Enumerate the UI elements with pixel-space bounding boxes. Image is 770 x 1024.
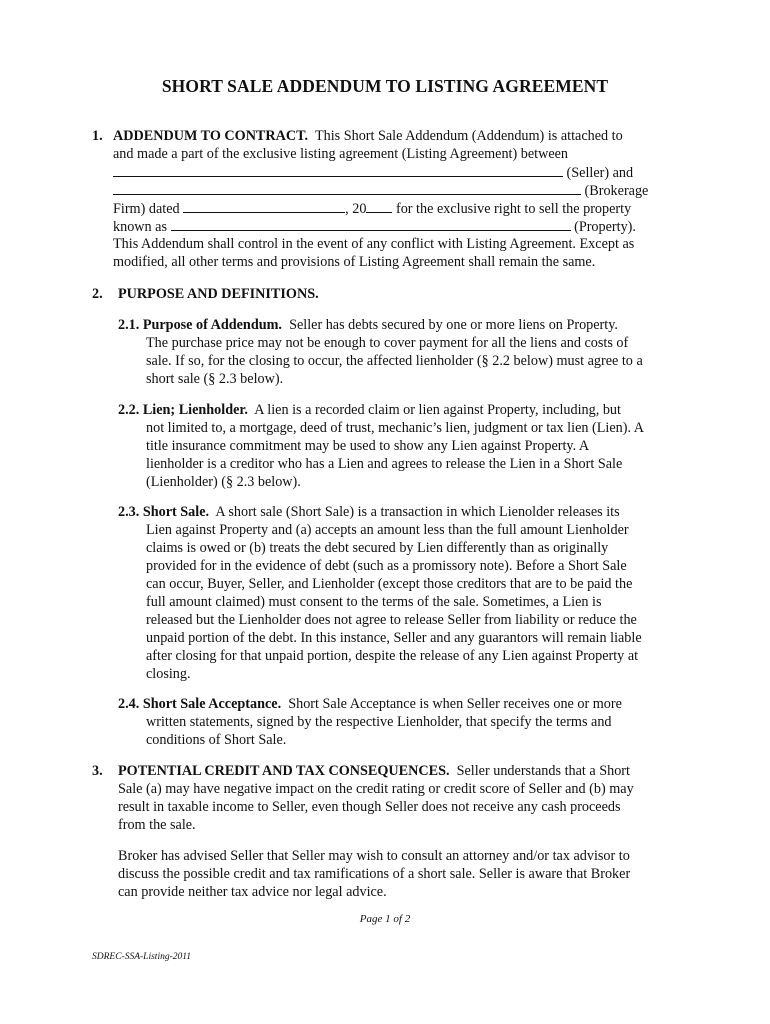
section-1-text: This Short Sale Addendum (Addendum) is attached to (314, 128, 623, 144)
date-field[interactable] (183, 199, 345, 213)
brokerage-firm-field[interactable] (113, 181, 581, 195)
paragraph-2-2-line-2: not limited to, a mortgage, deed of trust, mechanic’s lien, judgment or tax lien (Lien). A (146, 420, 645, 436)
paragraph-2-3-line-7: released but the Lienholder does not agree to release Seller from liability or reduce the (146, 612, 637, 628)
firm-dated-label: Firm) dated (113, 201, 180, 217)
paragraph-2-3-line-9: after closing for that unpaid portion, despite the release of any Lien against Property at (146, 648, 639, 664)
paragraph-2-3-line-6: full amount claimed) must consent to the terms of the sale. Sometimes, a Lien is (146, 594, 602, 610)
section-2-number: 2. (92, 286, 103, 302)
section-1-line-known-as (113, 217, 636, 236)
known-as-label: known as (113, 219, 167, 235)
broker-advice-line-3: can provide neither tax advice nor legal advice. (118, 884, 387, 900)
document-title: SHORT SALE ADDENDUM TO LISTING AGREEMENT (161, 76, 609, 96)
paragraph-2-3-line-3: claims is owed or (b) treats the debt secured by Lien differently than as originally (146, 540, 609, 556)
paragraph-2-1-text: Seller has debts secured by one or more liens on Property. (289, 317, 618, 333)
section-1-line-2: and made a part of the exclusive listing agreement (Listing Agreement) between (113, 146, 569, 162)
brokerage-suffix: (Brokerage (584, 183, 649, 199)
section-2-heading: PURPOSE AND DEFINITIONS. (118, 286, 319, 302)
section-1-line-brokerage[interactable] (113, 181, 648, 200)
section-1-heading: ADDENDUM TO CONTRACT. (113, 128, 309, 144)
paragraph-2-4-text: Short Sale Acceptance is when Seller receives one or more (288, 696, 622, 712)
section-1-line-seller (113, 163, 633, 182)
section-1-line-1 (113, 127, 623, 145)
paragraph-2-3-line-2: Lien against Property and (a) accepts an amount less than the full amount Lienholder (146, 522, 629, 538)
property-field[interactable] (171, 217, 571, 231)
seller-name-field[interactable] (113, 163, 563, 177)
paragraph-2-2-line-5: (Lienholder) (§ 2.3 below). (146, 474, 301, 490)
property-suffix: (Property). (574, 219, 636, 235)
section-3-heading: POTENTIAL CREDIT AND TAX CONSEQUENCES. (118, 763, 450, 779)
section-3-line-3: result in taxable income to Seller, even though Seller does not receive any cash proceeds (118, 799, 621, 815)
paragraph-2-3-line-10: closing. (146, 666, 191, 682)
paragraph-2-2-line-1 (118, 401, 621, 419)
paragraph-2-2-heading: 2.2. Lien; Lienholder. (118, 402, 248, 418)
paragraph-2-1-line-1 (118, 316, 618, 334)
broker-advice-line-2: discuss the possible credit and tax ramifications of a short sale. Seller is aware that Broker (118, 866, 631, 882)
section-1-line-8: modified, all other terms and provisions of Listing Agreement shall remain the same. (113, 254, 596, 270)
seller-suffix: (Seller) and (566, 165, 634, 181)
section-1-number: 1. (92, 128, 103, 144)
paragraph-2-4-line-1 (118, 695, 622, 713)
paragraph-2-1-line-3: sale. If so, for the closing to occur, the affected lienholder (§ 2.2 below) must agree to a (146, 353, 643, 369)
paragraph-2-2-line-3: title insurance commitment may be used to show any Lien against Property. A (146, 438, 590, 454)
section-3-line-1 (118, 762, 630, 780)
paragraph-2-3-line-1 (118, 503, 620, 521)
section-1-line-7: This Addendum shall control in the event of any conflict with Listing Agreement. Except as (113, 236, 635, 252)
paragraph-2-2-line-4: lienholder is a creditor who has a Lien and agrees to release the Lien in a Short Sale (146, 456, 623, 472)
paragraph-2-3-line-4: provided for in the evidence of debt (such as a promissory note). Before a Short Sale (146, 558, 627, 574)
section-3-line-4: from the sale. (118, 817, 196, 833)
year-prefix: , 20 (345, 201, 367, 217)
page-number: Page 1 of 2 (359, 913, 411, 925)
paragraph-2-3-line-5: can occur, Buyer, Seller, and Lienholder (except those creditors that are to be paid the (146, 576, 633, 592)
year-field[interactable] (366, 199, 392, 213)
paragraph-2-4-line-3: conditions of Short Sale. (146, 732, 287, 748)
paragraph-2-3-heading: 2.3. Short Sale. (118, 504, 210, 520)
section-3-number: 3. (92, 763, 103, 779)
paragraph-2-2-text: A lien is a recorded claim or lien against Property, including, but (254, 402, 621, 418)
paragraph-2-3-text: A short sale (Short Sale) is a transaction in which Lienolder releases its (215, 504, 620, 520)
paragraph-2-4-heading: 2.4. Short Sale Acceptance. (118, 696, 282, 712)
section-3-text: Seller understands that a Short (456, 763, 630, 779)
paragraph-2-1-line-4: short sale (§ 2.3 below). (146, 371, 284, 387)
section-1-line-dated (113, 199, 631, 218)
paragraph-2-4-line-2: written statements, signed by the respective Lienholder, that specify the terms and (146, 714, 612, 730)
section-3-line-2: Sale (a) may have negative impact on the credit rating or credit score of Seller and (b) may (118, 781, 634, 797)
paragraph-2-1-line-2: The purchase price may not be enough to cover payment for all the liens and costs of (146, 335, 629, 351)
form-id: SDREC-SSA-Listing-2011 (92, 952, 192, 962)
exclusive-text: for the exclusive right to sell the property (395, 201, 632, 217)
broker-advice-line-1: Broker has advised Seller that Seller may wish to consult an attorney and/or tax advisor to (118, 848, 630, 864)
paragraph-2-1-heading: 2.1. Purpose of Addendum. (118, 317, 282, 333)
paragraph-2-3-line-8: unpaid portion of the debt. In this instance, Seller and any guarantors will remain liable (146, 630, 642, 646)
